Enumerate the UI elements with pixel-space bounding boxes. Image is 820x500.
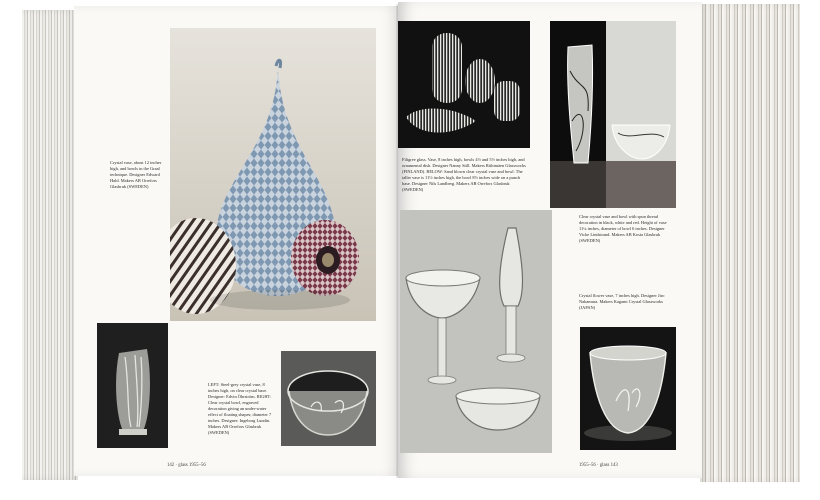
- photo-engraved-bowl: [281, 351, 376, 446]
- left-page-edges: [22, 10, 78, 480]
- photo-flower-vase: [580, 327, 676, 450]
- caption-flower-vase: Crystal flower vase, 7 inches high. Designer Jiro Nakamura. Makers Kagami Crystal Glassworks (JAPAN): [579, 293, 665, 310]
- photo-filigree-glass: [398, 21, 530, 148]
- folio-left: 142 · glass 1955–56: [167, 463, 206, 468]
- caption-filigree-and-sandblown: Filigree glass. Vase, 8 inches high, bowls 4½ and 5½ inches high, and ornamental dish. Designer Nanny Still. Makers Riihimäen Glassworks (FINLAND). BELOW: Sand blown clear crystal vase and bowl. The taller vase is 11½ inches high, the bowl 8½ inches wide on a punch base. Designer Nils Landberg. Makers AB Orrefors Glasbruk (SWEDEN): [402, 157, 526, 192]
- photo-sandblown-vase-bowl: [400, 210, 552, 453]
- caption-spun-thread: Clear crystal vase and bowl with spun thread decoration in black, white and red. Height of vase 11¼ inches, diameter of bowl 6 inches. Designer Vicke Lindstrand. Makers AB Kosta Glasbruk (SWEDEN): [579, 214, 667, 243]
- photo-spun-thread-vase: [550, 21, 676, 208]
- photo-grey-vase: [97, 323, 168, 448]
- caption-grey-vase-bowl: LEFT: Steel-grey crystal vase, 8 inches high, on clear crystal base. Designer: Edvin Öhrström. RIGHT: Clear crystal bowl, engraved decoration giving an under-water effect of floating shapes; diameter 7 inches. Designer: Ingeborg Lundin. Makers AB Orrefors Glasbruk (SWEDEN): [208, 382, 272, 435]
- photo-graal-vases: [170, 28, 376, 321]
- folio-right: 1955–56 · glass 143: [579, 463, 618, 468]
- caption-graal: Crystal vase, about 12 inches high, and bowls in the Graal technique. Designer Edward Hald. Makers AB Orrefors Glasbruk (SWEDEN): [110, 160, 162, 189]
- right-page-edges: [700, 4, 800, 482]
